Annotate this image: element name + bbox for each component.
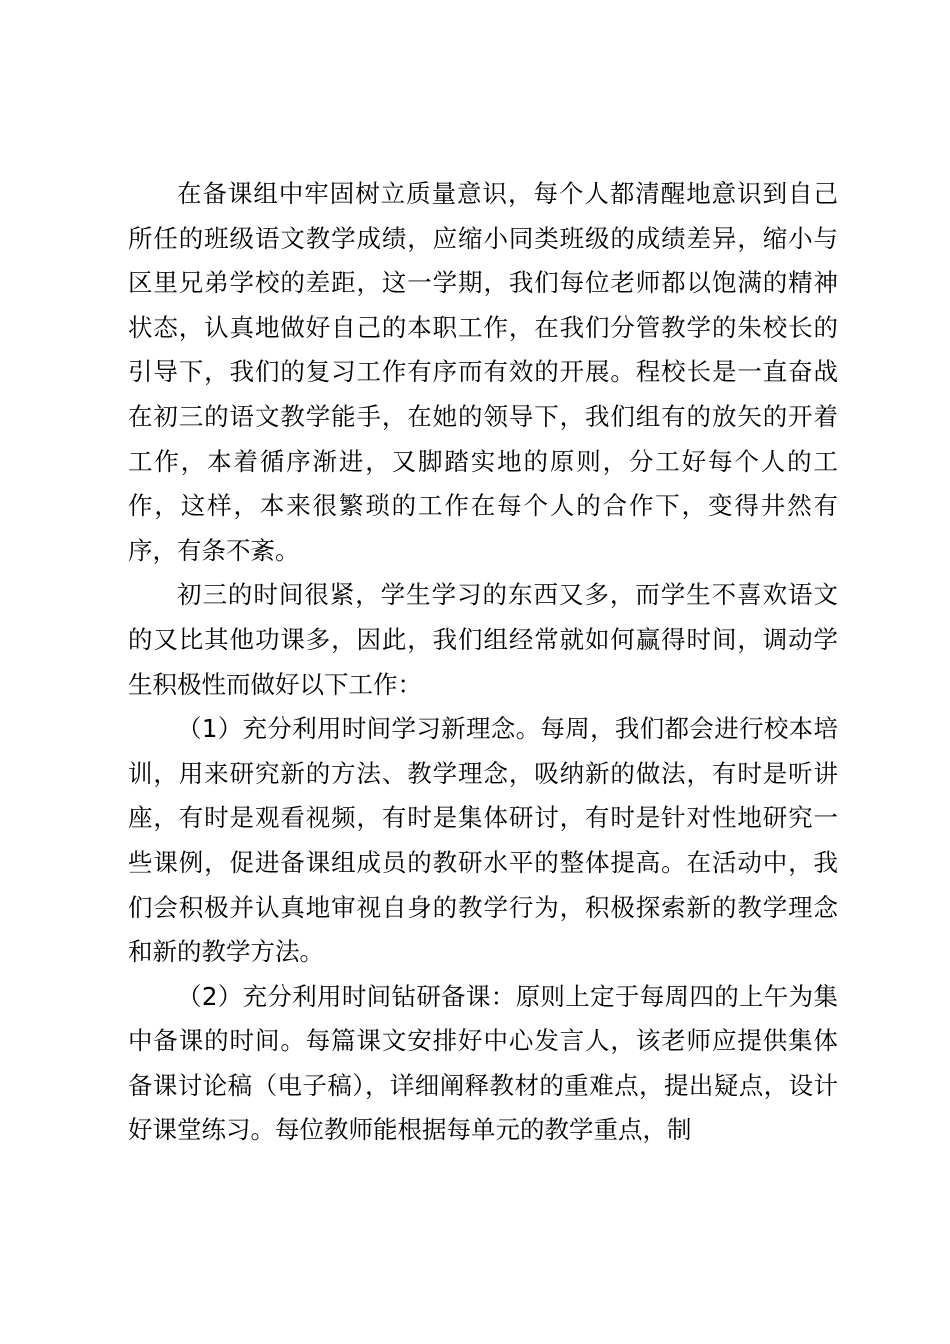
paragraph-item-1-learning: （1）充分利用时间学习新理念。每周，我们都会进行校本培训，用来研究新的方法、教学理念，吸纳新的做法，有时是听讲座，有时是观看视频，有时是集体研讨，有时是针对性地研究一些课例，促进备课组成员的教研水平的整体提高。在活动中，我们会积极并认真地审视自身的教学行为，积极探索新的教学理念和新的教学方法。	[128, 714, 838, 967]
paragraph-item-2-lesson-prep: （2）充分利用时间钻研备课：原则上定于每周四的上午为集中备课的时间。每篇课文安排好中心发言人，该老师应提供集体备课讨论稿（电子稿），详细阐释教材的重难点，提出疑点，设计好课堂练习。每位教师能根据每单元的教学重点，制	[128, 981, 838, 1145]
paragraph-time-pressure: 初三的时间很紧，学生学习的东西又多，而学生不喜欢语文的又比其他功课多，因此，我们组经常就如何赢得时间，调动学生积极性而做好以下工作：	[128, 580, 838, 699]
paragraph-quality-awareness: 在备课组中牢固树立质量意识，每个人都清醒地意识到自己所任的班级语文教学成绩，应缩小同类班级的成绩差异，缩小与区里兄弟学校的差距，这一学期，我们每位老师都以饱满的精神状态，认真地做好自己的本职工作，在我们分管教学的朱校长的引导下，我们的复习工作有序而有效的开展。程校长是一直奋战在初三的语文教学能手，在她的领导下，我们组有的放矢的开着工作，本着循序渐进，又脚踏实地的原则，分工好每个人的工作，这样，本来很繁琐的工作在每个人的合作下，变得井然有序，有条不紊。	[128, 179, 838, 565]
document-body	[128, 172, 838, 1153]
